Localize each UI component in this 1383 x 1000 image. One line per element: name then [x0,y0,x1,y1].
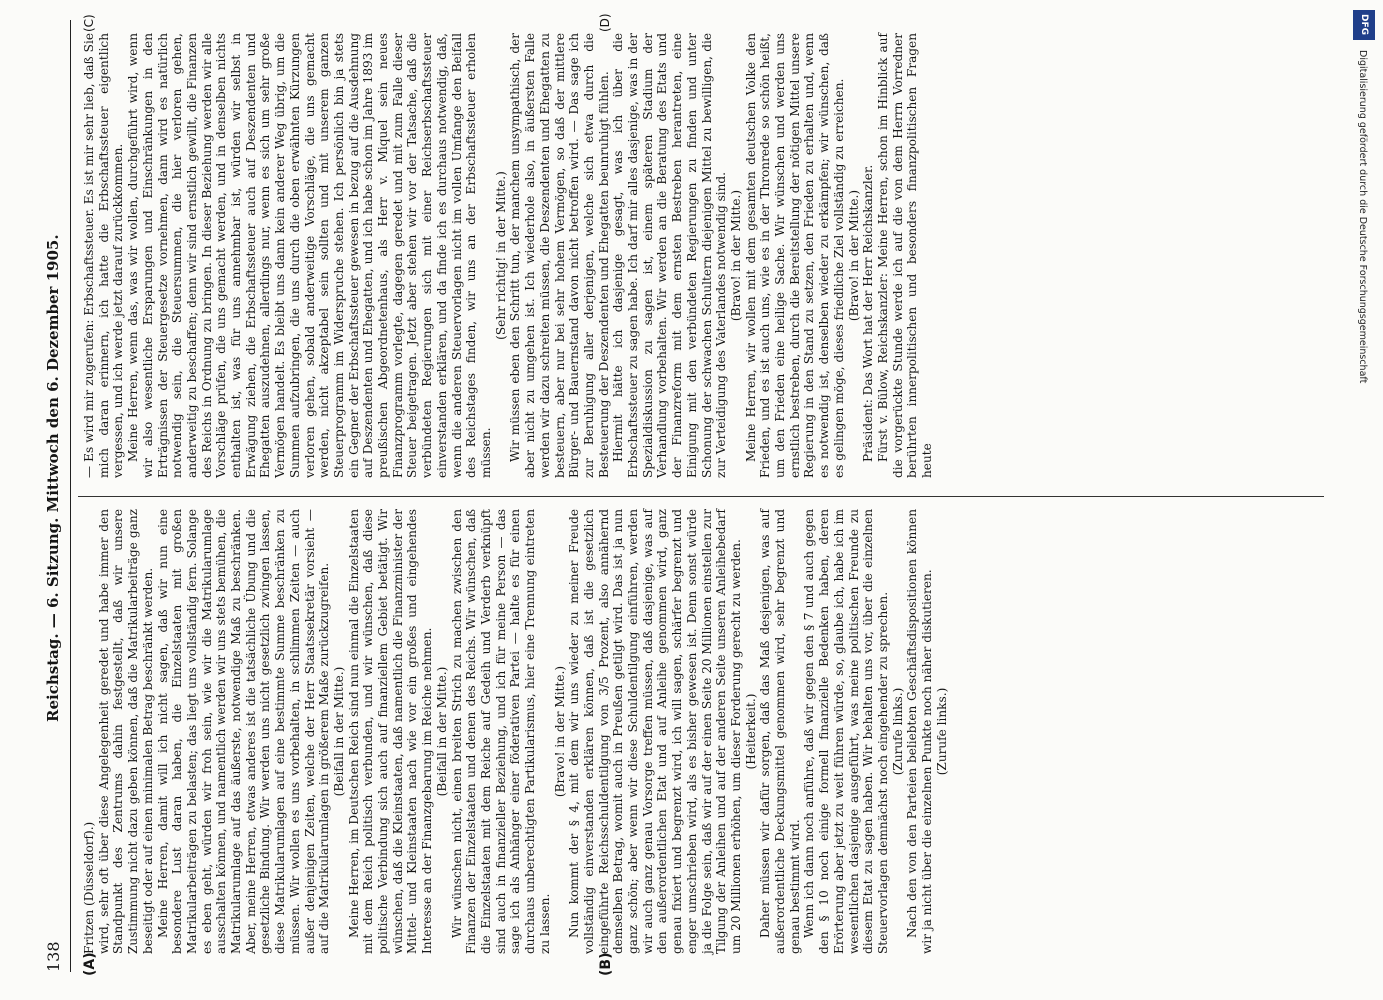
left-column [82,509,949,954]
page-title: Reichstag. — 6. Sitzung. Mittwoch den 6. Dezember 1905. [44,234,62,722]
paragraph: Hiermit hätte ich dasjenige gesagt, was ich über die Erbschaftssteuer zu sagen habe. Ich darf mir alles dasjenige, was in der Spezialdiskussion zu sagen ist, einem späteren Stadium der Verhandlung vorbehalten. Wir werden an die Beratung des Etats und der Finanzreform mit dem ernsten Bestreben herantreten, eine Einigung mit den verbündeten Regierungen zu finden und unter Schonung der schwachen Schultern diejenigen Mittel zu bewilligen, die zur Verteidigung des Vaterlandes notwendig sind. [611,33,729,478]
interjection: (Bravo! in der Mitte.) [846,189,861,322]
header-rule [70,20,71,972]
paragraph: Meine Herren, im Deutschen Reich sind nun einmal die Einzelstaaten mit dem Reich politisch verbunden, und wir wünschen, daß diese politische Verbindung sich auch auf finanziellem Gebiet betätigt. Wir wünschen, daß die Kleinstaaten, daß namentlich die Finanzminister der Mittel- und Kleinstaaten nach wie vor ein großes und eingehendes Interesse an der Finanzgebarung im Reiche nehmen. [346,509,435,954]
interjection: (Zurufe links.) [890,687,905,776]
page-number: 138 [44,941,63,972]
interjection: (Sehr richtig! in der Mitte.) [493,171,508,340]
interjection: (Bravo! in der Mitte.) [728,189,743,322]
interjection: (Bravo! in der Mitte.) [552,665,567,798]
funding-credit: Digitalisierung gefördert durch die Deutsche Forschungsgemeinschaft [1357,50,1368,384]
digitization-sidebar [1351,10,1379,990]
paragraph: Meine Herren, wenn das, was wir wollen, durchgeführt wird, wenn wir also wesentliche Ersparungen und Einschränkungen in den Erträgnissen der Steuergesetze vornehmen, dann wird es natürlich notwendig sein, die Steuersummen, die hier verloren gehen, anderweitig zu beschaffen; denn wir sind ernstlich gewillt, die Finanzen des Reichs in Ordnung zu bringen. In dieser Beziehung werden wir alle Vorschläge prüfen, die uns gemacht werden, und in denselben nichts enthalten ist, was für uns annehmbar ist, würden wir selbst in Erwägung ziehen, die Erbschaftssteuer auch auf Deszendenten und Ehegatten auszudehnen, allerdings nur, wenn es sich um sehr große Vermögen handelt. Es bleibt uns dann kein anderer Weg übrig, um die Summen aufzubringen, die uns durch die oben erwähnten Kürzungen verloren gehen, sobald anderweitige Vorschläge, die uns gemacht werden, nicht akzeptabel sein sollten und mit unserem ganzen Steuerprogramm im Widerspruche stehen. Ich persönlich bin ja stets ein Gegner der Erbschaftssteuer gewesen in bezug auf die Ausdehnung auf Deszendenten und Ehegatten, und ich habe schon im Jahre 1893 im preußischen Abgeordnetenhaus, als Herr v. Miquel sein neues Finanzprogramm vorlegte, dagegen geredet und mit zum Falle dieser Steuer beigetragen. Jetzt aber stehen wir vor der Tatsache, daß die verbündeten Regierungen sich mit einer Reichserbschaftssteuer einverstanden erklären, und da finde ich es durchaus notwendig, daß, wenn die anderen Steuervorlagen nicht im vollen Umfange den Beifall des Reichstages finden, wir uns an der Erbschaftssteuer erholen müssen. [126,33,493,478]
paragraph: Daher müssen wir dafür sorgen, daß das Maß desjenigen, was auf außerordentliche Deckungsmittel genommen wird, sehr begrenzt und genau bestimmt wird. [758,509,802,954]
interjection: (Heiterkeit.) [743,693,758,770]
paragraph: Meine Herren, wir wollen mit dem gesamten deutschen Volke den Frieden, und es ist auch uns, wie es in der Thronrede so schön heißt, um den Frieden eine heilige Sache. Wir wünschen und werden uns ernstlich bestreben, durch die Bereitstellung der nötigen Mittel unsere Regierung in den Stand zu setzen, den Frieden zu erhalten und, wenn es notwendig ist, denselben wieder zu erkämpfen; wir wünschen, daß es gelingen möge, dieses friedliche Ziel vollständig zu erreichen. [743,33,846,478]
paragraph: Präsident: Das Wort hat der Herr Reichskanzler. [861,164,876,462]
page-header [42,20,68,972]
interjection: (Beifall in der Mitte.) [331,666,346,797]
paragraph: Nun kommt der § 4, mit dem wir uns wieder zu meiner Freude vollständig einverstanden erklären können, daß ist die gesetzlich eingeführte Reichsschuldentilgung von 3/5 Prozent, also annähernd demselben Betrag, womit auch in Preußen getilgt wird. Das ist ja nun ganz schön; aber wenn wir diese Schuldentilgung einführen, werden wir auch ganz genau Vorsorge treffen müssen, daß dasjenige, was auf den außerordentlichen Etat und auf Anleihe genommen wird, ganz genau fixiert und begrenzt wird, ich will sagen, schärfer begrenzt und enger umschrieben wird, als es bisher gewesen ist. Denn sonst würde ja die Folge sein, daß wir auf der einen Seite 20 Millionen einstellen zur Tilgung der Anleihen und auf der anderen Seite unseren Anleihebedarf um 20 Millionen erhöhen, um dieser Forderung gerecht zu werden. [567,509,743,954]
right-column [82,33,935,478]
paragraph: Wir wünschen nicht, einen breiten Strich zu machen zwischen den Finanzen der Einzelstaaten und denen des Reichs. Wir wünschen, daß die Einzelstaaten mit dem Reiche auf Gedeih und Verderb verknüpft sind auch in finanzieller Beziehung, und ich für meine Person — das sage ich als Anhänger einer föderativen Partei — halte es für einen durchaus unberechtigten Partikularismus, hier eine Trennung eintreten zu lassen. [449,509,552,954]
column-divider [78,496,1324,497]
paragraph: Fürst v. Bülow, Reichskanzler: Meine Herren, schon im Hinblick auf die vorgerückte Stunde werde ich auf die von dem Herrn Vorredner berührten innerpolitischen und besonders finanzpolitischen Fragen heute [875,33,935,478]
newspaper-page [38,10,1338,990]
dfg-logo: DFG [1353,10,1375,40]
paragraph: Wir müssen eben den Schritt tun, der manchem unsympathisch, der aber nicht zu umgehen ist. Ich wiederhole also, in äußersten Falle werden wir dazu schreiten müssen, die Deszendenten und Ehegatten zu besteuern, aber nur bei sehr hohem Vermögen, so daß der mittlere Bürger- und Bauernstand davon nicht betroffen wird. — Das sage ich zur Beruhigung aller derjenigen, welche sich etwa durch die Besteuerung der Deszendenten und Ehegatten beunruhigt fühlen. [508,33,611,478]
paragraph: Meine Herren, damit will ich nicht sagen, daß wir nun eine besondere Lust daran haben, die Einzelstaaten mit großen Matrikularbeiträgen zu belasten; das liegt uns vollständig fern. Solange es eben geht, würden wir froh sein, wie wir die Matrikularumlage ausschalten können, und namentlich werden wir uns stets bemühen, die Matrikularumlage auf das äußerste, notwendige Maß zu beschränken. Aber, meine Herren, etwas anderes ist die tatsächliche Übung und die gesetzliche Bindung. Wir werden uns nicht gesetzlich zwingen lassen, diese Matrikularumlagen auf eine bestimmte Summe beschränken zu müssen. Wir wollen es uns vorbehalten, in schlimmen Zeiten — auch außer denjenigen Zeiten, welche der Herr Staatssekretär vorsieht — auf die Matrikularumlagen in größerem Maße zurückzugreifen. [155,509,332,954]
interjection: (Beifall in der Mitte.) [434,666,449,797]
paragraph: Wenn ich dann noch anführe, daß wir gegen den § 7 und auch gegen den § 10 noch einige formell finanzielle Bedenken haben, deren Erörterung aber jetzt zu weit führen würde, so, glaube ich, habe ich im wesentlichen dasjenige ausgeführt, was meine politischen Freunde zu diesem Etat zu sagen haben. Wir behalten uns vor, über die einzelnen Steuervorlagen demnächst noch eingehender zu sprechen. [802,509,890,954]
paragraph: Nach den von den Parteien beliebten Geschäftsdispositionen können wir ja nicht über die einzelnen Punkte noch näher diskutieren. [905,509,935,954]
interjection: (Zurufe links.) [934,687,949,776]
margin-marker-a: (A) [82,952,98,976]
paragraph: wird, sehr oft über diese Angelegenheit geredet und habe immer den Standpunkt des Zentrums dahin festgestellt, daß wir unsere Zustimmung nicht dazu geben können, daß die Matrikularbeiträge ganz beseitigt oder auf einen minimalen Betrag beschränkt werden. [96,509,155,954]
paragraph: Fritzen (Düsseldorf).) [82,821,96,954]
margin-marker-b: (B) [598,952,614,976]
margin-marker-d: (D) [598,13,612,32]
margin-marker-c: (C) [82,14,96,32]
paragraph: — Es wird mir zugerufen: Erbschaftssteuer. Es ist mir sehr lieb, daß Sie mich daran erinnern, ich hatte die Erbschaftssteuer eigentlich vergessen, und ich werde jetzt darauf zurückkommen. [82,33,126,478]
